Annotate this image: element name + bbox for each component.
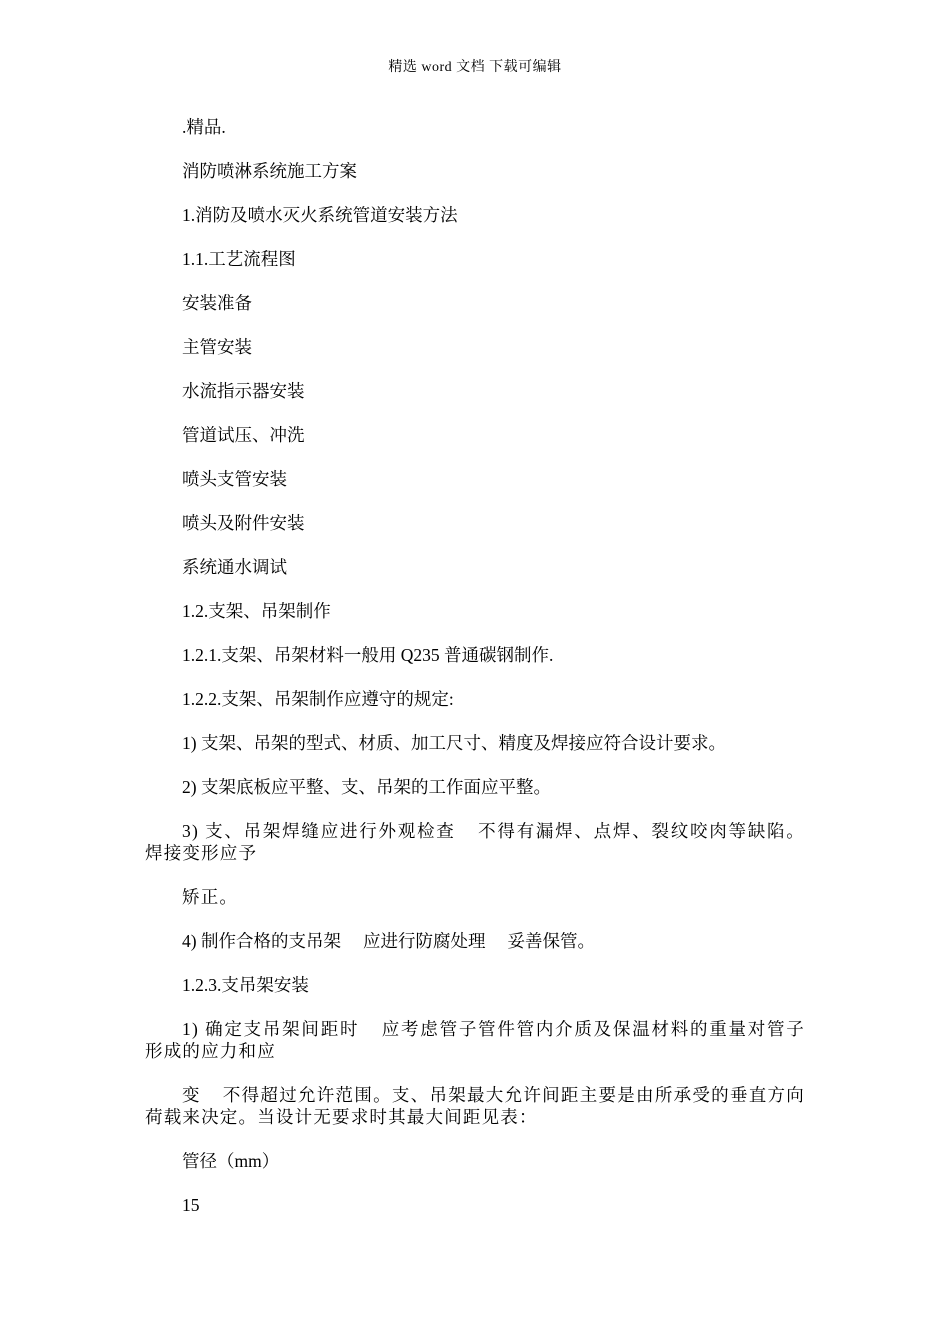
section-heading: 1.消防及喷水灭火系统管道安装方法 bbox=[182, 205, 458, 225]
table-cell: 15 bbox=[182, 1195, 200, 1215]
subsection-heading: 1.2.3.支吊架安装 bbox=[182, 975, 309, 995]
flow-step: 水流指示器安装 bbox=[182, 381, 305, 401]
list-item: 1) 支架、吊架的型式、材质、加工尺寸、精度及焊接应符合设计要求。 bbox=[182, 733, 726, 753]
list-item: 2) 支架底板应平整、支、吊架的工作面应平整。 bbox=[182, 777, 551, 797]
list-item bbox=[145, 820, 805, 864]
list-item-text: 应进行防腐处理 bbox=[362, 931, 486, 951]
paragraph: 1.2.1.支架、吊架材料一般用 Q235 普通碳钢制作. bbox=[182, 645, 554, 665]
list-item bbox=[182, 930, 595, 952]
list-item bbox=[145, 1018, 805, 1062]
table-header-cell: 管径（mm） bbox=[182, 1151, 280, 1171]
quality-mark: .精品. bbox=[182, 117, 226, 137]
list-item-text: 应考虑管子管件管内介质及保温材料的重量对管子形成的应力和应 bbox=[145, 1019, 805, 1061]
paragraph-text: 不得超过允许范围。支、吊架最大允许间距主要是由所承受的垂直方向荷载来决定。当设计无要求时其最大间距见表： bbox=[145, 1085, 805, 1127]
list-item-text: 妥善保管。 bbox=[507, 931, 595, 951]
list-item-text: 4) 制作合格的支吊架 bbox=[182, 931, 341, 951]
flow-step: 喷头及附件安装 bbox=[182, 513, 305, 533]
document-title: 消防喷淋系统施工方案 bbox=[182, 161, 357, 181]
subsection-heading: 1.1.工艺流程图 bbox=[182, 249, 296, 269]
paragraph-continuation: 矫正。 bbox=[182, 887, 239, 907]
list-item-text: 不得有漏焊、点焊、裂纹咬肉等缺陷。焊接变形应予 bbox=[145, 821, 805, 863]
flow-step: 管道试压、冲洗 bbox=[182, 425, 305, 445]
paragraph bbox=[145, 1084, 805, 1128]
flow-step: 安装准备 bbox=[182, 293, 252, 313]
subsection-heading: 1.2.支架、吊架制作 bbox=[182, 601, 331, 621]
paragraph-text: 变 bbox=[182, 1085, 201, 1105]
flow-step: 系统通水调试 bbox=[182, 557, 287, 577]
flow-step: 喷头支管安装 bbox=[182, 469, 287, 489]
list-item-text: 3) 支、吊架焊缝应进行外观检查 bbox=[182, 821, 456, 841]
list-item-text: 1) 确定支吊架间距时 bbox=[182, 1019, 360, 1039]
paragraph: 1.2.2.支架、吊架制作应遵守的规定: bbox=[182, 689, 454, 709]
page-header: 精选 word 文档 下载可编辑 bbox=[388, 60, 562, 75]
flow-step: 主管安装 bbox=[182, 337, 252, 357]
